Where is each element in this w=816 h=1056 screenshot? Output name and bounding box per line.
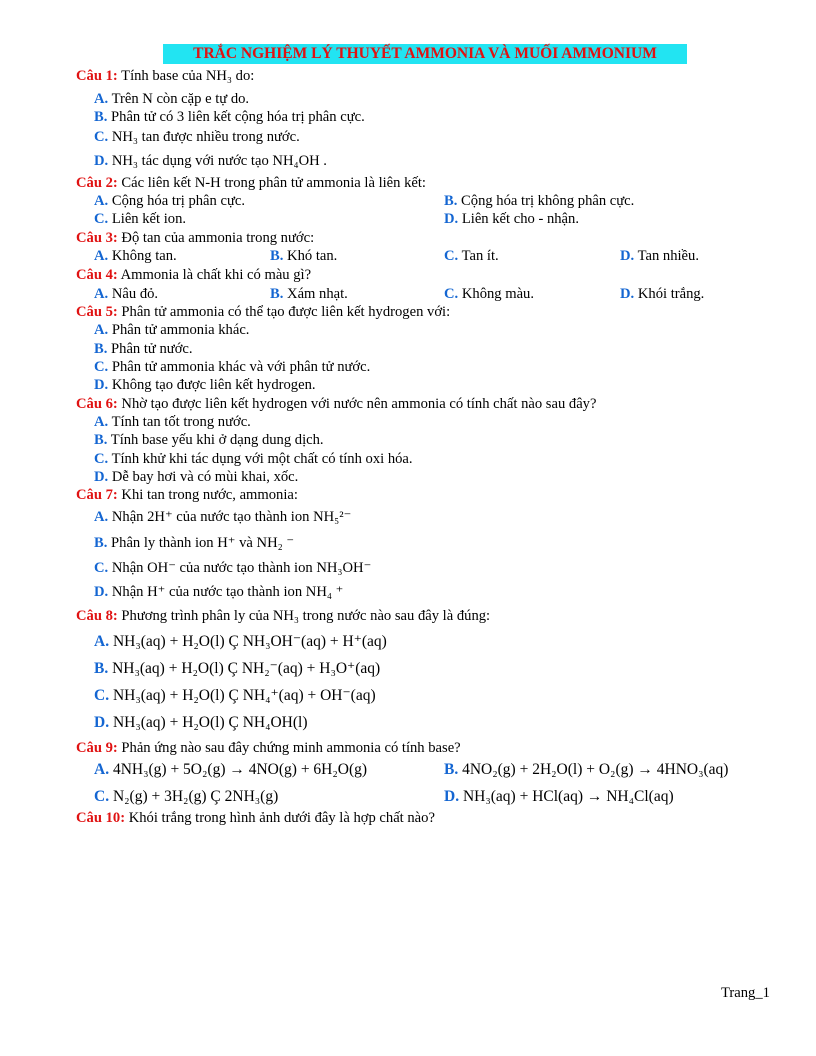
question-number: Câu 4: bbox=[76, 267, 118, 283]
q3-option-b bbox=[270, 247, 337, 265]
option-text: Không tạo được liên kết hydrogen. bbox=[108, 377, 316, 393]
q4-option-b bbox=[270, 285, 348, 303]
option-label: C. bbox=[94, 129, 109, 145]
option-label: C. bbox=[94, 560, 109, 576]
option-label: B. bbox=[270, 248, 284, 264]
question-number: Câu 10: bbox=[76, 810, 126, 826]
q2-option-d bbox=[444, 210, 579, 228]
option-text: Tan nhiều. bbox=[634, 248, 699, 264]
option-label: B. bbox=[270, 286, 284, 302]
option-text: Khi tan trong nước, ammonia: bbox=[117, 487, 298, 503]
question-10 bbox=[76, 809, 435, 827]
option-label: B. bbox=[94, 660, 109, 677]
option-text: Tính tan tốt trong nước. bbox=[108, 414, 251, 430]
question-9 bbox=[76, 739, 461, 757]
option-label: C. bbox=[94, 211, 109, 227]
question-7 bbox=[76, 486, 298, 504]
question-number: Câu 6: bbox=[76, 396, 118, 412]
option-label: C. bbox=[94, 687, 110, 704]
question-number: Câu 2: bbox=[76, 175, 118, 191]
page-number: Trang_1 bbox=[721, 985, 770, 1001]
q1-option-c bbox=[94, 128, 300, 146]
option-text: Ammonia là chất khi có màu gì? bbox=[117, 267, 312, 283]
question-6 bbox=[76, 395, 596, 413]
option-text: 4NH₃(g) + 5O₂(g) → 4NO(g) + 6H₂O(g) bbox=[109, 761, 368, 778]
option-text: Cộng hóa trị không phân cực. bbox=[457, 193, 635, 209]
q4-option-d bbox=[620, 285, 704, 303]
q2-option-b bbox=[444, 192, 634, 210]
q3-option-d bbox=[620, 247, 699, 265]
option-text: Tan ít. bbox=[458, 248, 499, 264]
option-label: C. bbox=[94, 451, 109, 467]
option-label: D. bbox=[444, 788, 460, 805]
question-3 bbox=[76, 229, 314, 247]
q6-option-a bbox=[94, 413, 251, 431]
option-label: A. bbox=[94, 633, 110, 650]
q5-option-a bbox=[94, 321, 249, 339]
option-text: Khói trắng trong hình ảnh dưới đây là hợp chất nào? bbox=[125, 810, 435, 826]
option-text: NH₃(aq) + H₂O(l) Ç NH₂⁻(aq) + H₃O⁺(aq) bbox=[108, 660, 381, 677]
q5-option-b bbox=[94, 340, 193, 358]
option-text: Liên kết cho - nhận. bbox=[458, 211, 579, 227]
option-text: NH₃ tan được nhiều trong nước. bbox=[108, 129, 300, 145]
q8-option-c bbox=[94, 687, 376, 705]
option-text: Nhận OH⁻ của nước tạo thành ion NH₃OH⁻ bbox=[108, 560, 372, 576]
question-number: Câu 8: bbox=[76, 608, 118, 624]
question-text: Tính base của NH₃ do: bbox=[117, 68, 255, 84]
option-label: C. bbox=[94, 788, 110, 805]
q7-option-c bbox=[94, 559, 371, 577]
option-label: A. bbox=[94, 91, 109, 107]
q7-option-b bbox=[94, 534, 294, 552]
q9-option-d bbox=[444, 788, 674, 806]
option-label: A. bbox=[94, 509, 109, 525]
option-text: Phân tử ammonia khác và với phân tử nước. bbox=[108, 359, 371, 375]
option-text: NH₃(aq) + H₂O(l) Ç NH₄OH(l) bbox=[109, 714, 308, 731]
question-1 bbox=[76, 67, 254, 85]
question-8 bbox=[76, 607, 490, 625]
option-text: NH₃ tác dụng với nước tạo NH₄OH . bbox=[108, 153, 327, 169]
q9-option-b bbox=[444, 761, 728, 779]
option-label: B. bbox=[94, 535, 108, 551]
option-text: Tính khử khi tác dụng với một chất có tính oxi hóa. bbox=[108, 451, 413, 467]
option-label: B. bbox=[94, 432, 108, 448]
option-text: Nhận H⁺ của nước tạo thành ion NH₄ ⁺ bbox=[108, 584, 344, 600]
q6-option-d bbox=[94, 468, 298, 486]
option-text: N₂(g) + 3H₂(g) Ç 2NH₃(g) bbox=[109, 788, 279, 805]
option-text: Không tan. bbox=[108, 248, 177, 264]
question-number: Câu 1: bbox=[76, 68, 118, 84]
option-label: D. bbox=[94, 377, 109, 393]
option-text: Liên kết ion. bbox=[108, 211, 187, 227]
q5-option-c bbox=[94, 358, 370, 376]
question-number: Câu 9: bbox=[76, 740, 118, 756]
option-label: D. bbox=[94, 584, 109, 600]
option-text: Phân tử có 3 liên kết cộng hóa trị phân cực. bbox=[107, 109, 365, 125]
q7-option-a bbox=[94, 508, 351, 526]
option-label: B. bbox=[94, 341, 108, 357]
q2-option-a bbox=[94, 192, 245, 210]
option-text: Không màu. bbox=[458, 286, 535, 302]
option-label: C. bbox=[444, 286, 459, 302]
question-2 bbox=[76, 174, 426, 192]
q6-option-c bbox=[94, 450, 413, 468]
option-text: Các liên kết N-H trong phân tử ammonia là liên kết: bbox=[117, 175, 426, 191]
option-text: Nhận 2H⁺ của nước tạo thành ion NH₅²⁻ bbox=[108, 509, 352, 525]
q1-option-a bbox=[94, 90, 249, 108]
q8-option-d bbox=[94, 714, 308, 732]
question-number: Câu 5: bbox=[76, 304, 118, 320]
option-text: Phương trình phân ly của NH₃ trong nước nào sau đây là đúng: bbox=[117, 608, 491, 624]
option-text: Phân ly thành ion H⁺ và NH₂ ⁻ bbox=[107, 535, 295, 551]
option-text: NH₃(aq) + H₂O(l) Ç NH₄⁺(aq) + OH⁻(aq) bbox=[109, 687, 376, 704]
option-text: Tính base yếu khi ở dạng dung dịch. bbox=[107, 432, 324, 448]
option-label: D. bbox=[620, 248, 635, 264]
option-label: D. bbox=[94, 469, 109, 485]
option-text: Phân tử ammonia khác. bbox=[108, 322, 250, 338]
option-label: A. bbox=[94, 286, 109, 302]
option-label: C. bbox=[94, 359, 109, 375]
q8-option-b bbox=[94, 660, 380, 678]
q4-option-c bbox=[444, 285, 534, 303]
q2-option-c bbox=[94, 210, 186, 228]
q1-option-d bbox=[94, 152, 327, 170]
option-label: B. bbox=[94, 109, 108, 125]
question-number: Câu 7: bbox=[76, 487, 118, 503]
q3-option-a bbox=[94, 247, 177, 265]
option-label: A. bbox=[94, 193, 109, 209]
option-text: Phân tử ammonia có thể tạo được liên kết hydrogen với: bbox=[117, 304, 451, 320]
option-label: D. bbox=[620, 286, 635, 302]
option-text: 4NO₂(g) + 2H₂O(l) + O₂(g) → 4HNO₃(aq) bbox=[458, 761, 729, 778]
option-text: NH₃(aq) + HCl(aq) → NH₄Cl(aq) bbox=[459, 788, 674, 805]
option-text: NH₃(aq) + H₂O(l) Ç NH₃OH⁻(aq) + H⁺(aq) bbox=[109, 633, 387, 650]
option-label: B. bbox=[444, 761, 459, 778]
option-text: Độ tan của ammonia trong nước: bbox=[117, 230, 315, 246]
option-text: Xám nhạt. bbox=[283, 286, 348, 302]
option-label: A. bbox=[94, 322, 109, 338]
option-label: B. bbox=[444, 193, 458, 209]
option-text: Phản ứng nào sau đây chứng minh ammonia có tính base? bbox=[117, 740, 461, 756]
option-text: Khói trắng. bbox=[634, 286, 705, 302]
option-text: Phân tử nước. bbox=[107, 341, 193, 357]
option-label: D. bbox=[444, 211, 459, 227]
q4-option-a bbox=[94, 285, 158, 303]
option-text: Nhờ tạo được liên kết hydrogen với nước nên ammonia có tính chất nào sau đây? bbox=[117, 396, 597, 412]
option-label: C. bbox=[444, 248, 459, 264]
q8-option-a bbox=[94, 633, 387, 651]
option-label: D. bbox=[94, 153, 109, 169]
option-label: A. bbox=[94, 414, 109, 430]
option-text: Nâu đỏ. bbox=[108, 286, 159, 302]
q1-option-b bbox=[94, 108, 365, 126]
page-title: TRẮC NGHIỆM LÝ THUYẾT AMMONIA VÀ MUỐI AMMONIUM bbox=[163, 44, 687, 64]
q7-option-d bbox=[94, 583, 343, 601]
option-label: A. bbox=[94, 248, 109, 264]
option-label: D. bbox=[94, 714, 110, 731]
q9-option-a bbox=[94, 761, 367, 779]
option-text: Dễ bay hơi và có mùi khai, xốc. bbox=[108, 469, 299, 485]
option-label: A. bbox=[94, 761, 110, 778]
option-text: Cộng hóa trị phân cực. bbox=[108, 193, 245, 209]
option-text: Khó tan. bbox=[283, 248, 338, 264]
q9-option-c bbox=[94, 788, 278, 806]
question-4 bbox=[76, 266, 311, 284]
q3-option-c bbox=[444, 247, 499, 265]
option-text: Trên N còn cặp e tự do. bbox=[108, 91, 250, 107]
q5-option-d bbox=[94, 376, 316, 394]
q6-option-b bbox=[94, 431, 324, 449]
question-number: Câu 3: bbox=[76, 230, 118, 246]
question-5 bbox=[76, 303, 450, 321]
